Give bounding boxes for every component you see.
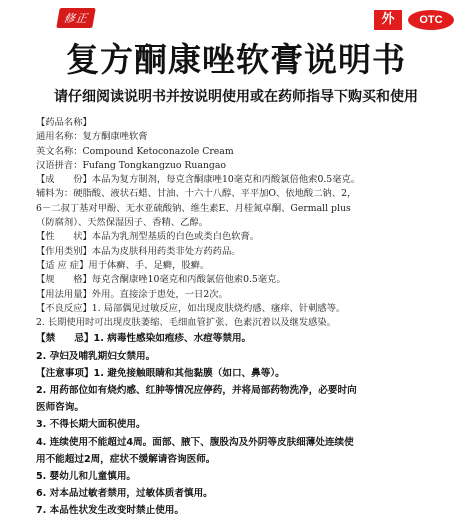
adverse-line: 2. 长期使用时可出现皮肤萎缩、毛细血管扩张、色素沉着以及继发感染。 — [36, 317, 337, 329]
brand-logo: 修正 — [56, 8, 96, 28]
caution-line: 4. 连续使用不能超过4周。面部、腋下、腹股沟及外阴等皮肤细薄处连续使 — [36, 436, 354, 448]
indication-line: 【适 应 症】用于体癣、手、足癣，股癣。 — [36, 259, 210, 271]
leaflet-body — [36, 116, 456, 520]
contraindication-line: 【禁 忌】1. 病毒性感染如疱疹、水痘等禁用。 — [36, 333, 252, 345]
otc-badge: OTC — [408, 10, 454, 30]
composition-line: 【成 份】本品为复方制剂，每克含酮康唑10毫克和丙酸氯倍他索0.5毫克。 — [36, 174, 361, 186]
spec-line: 【规 格】每克含酮康唑10毫克和丙酸氯倍他索0.5毫克。 — [36, 274, 286, 286]
caution-line: 【注意事项】1. 避免接触眼睛和其他黏膜（如口、鼻等）。 — [36, 367, 285, 379]
composition-line: （防腐剂）、天然保湿因子、香精、乙醇。 — [36, 217, 208, 229]
caution-line: 2. 用药部位如有烧灼感、红肿等情况应停药，并将局部药物洗净，必要时向 — [36, 385, 357, 397]
composition-line: 6－二叔丁基对甲酚、无水亚硫酸钠、维生素E、月桂氮卓酮、Germall plus — [36, 202, 351, 214]
external-use-badge: 外 — [374, 10, 402, 30]
caution-line: 用不能超过2周，症状不缓解请咨询医师。 — [36, 453, 216, 465]
pinyin-name: 汉语拼音：Fufang Tongkangzuo Ruangao — [36, 159, 226, 171]
caution-line: 3. 不得长期大面积使用。 — [36, 419, 146, 431]
dosage-line: 【用法用量】外用。直接涂于患处，一日2次。 — [36, 288, 228, 300]
document-title: 复方酮康唑软膏说明书 — [66, 40, 406, 79]
caution-line: 医师咨询。 — [36, 402, 84, 414]
category-line: 【作用类别】本品为皮肤科用药类非处方药药品。 — [36, 245, 241, 257]
caution-line: 5. 婴幼儿和儿童慎用。 — [36, 471, 137, 483]
document-subtitle: 请仔细阅读说明书并按说明使用或在药师指导下购买和使用 — [54, 89, 418, 105]
adverse-line: 【不良反应】1. 局部偶见过敏反应，如出现皮肤烧灼感、瘙痒、针刺感等。 — [36, 302, 346, 314]
composition-line: 辅料为：硬脂酸、液状石蜡、甘油、十六十八醇、平平加O、依地酸二钠、2， — [36, 188, 357, 200]
character-line: 【性 状】本品为乳剂型基质的白色或类白色软膏。 — [36, 231, 260, 243]
drug-name-heading: 【药品名称】 — [36, 117, 92, 128]
caution-line: 7. 本品性状发生改变时禁止使用。 — [36, 505, 184, 517]
english-name: 英文名称：Compound Ketoconazole Cream — [36, 145, 234, 157]
contraindication-line: 2. 孕妇及哺乳期妇女禁用。 — [36, 350, 156, 362]
common-name: 通用名称：复方酮康唑软膏 — [36, 131, 148, 143]
caution-line: 6. 对本品过敏者禁用，过敏体质者慎用。 — [36, 488, 213, 500]
